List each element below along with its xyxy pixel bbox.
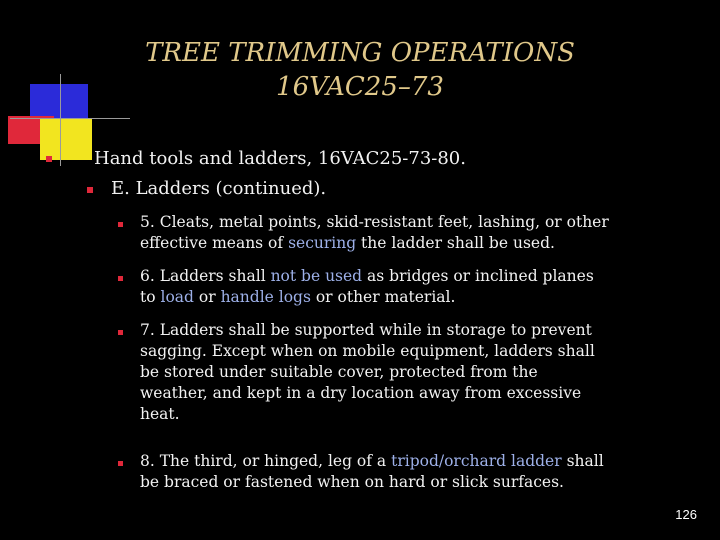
item-6-line-1 xyxy=(140,266,594,287)
bullet-icon xyxy=(46,156,52,162)
title-line-2: 16VAC25–73 xyxy=(276,72,444,102)
item-7 xyxy=(140,320,595,425)
item-5 xyxy=(140,212,609,254)
text-span: the ladder shall be used. xyxy=(356,234,555,252)
item-6-line-2 xyxy=(140,287,594,308)
item-7-line-3: be stored under suitable cover, protected from the xyxy=(140,363,538,381)
item-7-line-2: sagging. Except when on mobile equipment, ladders shall xyxy=(140,342,595,360)
sub-bullet-text: E. Ladders (continued). xyxy=(111,178,327,199)
decorative-vertical-line xyxy=(60,74,61,166)
bullet-icon xyxy=(87,187,93,193)
bullet-icon xyxy=(118,461,123,466)
text-span: 6. Ladders shall xyxy=(140,267,271,285)
item-5-line-2 xyxy=(140,233,609,254)
text-span: to xyxy=(140,288,161,306)
text-span: or xyxy=(193,288,221,306)
text-span: 8. The third, or hinged, leg of a xyxy=(140,452,392,470)
item-6 xyxy=(140,266,594,308)
decorative-horizontal-line xyxy=(10,118,130,119)
bullet-icon xyxy=(118,222,123,227)
highlight-text: handle logs xyxy=(220,288,311,306)
highlight-text: load xyxy=(160,288,194,306)
bullet-icon xyxy=(118,330,123,335)
text-span: effective means of xyxy=(140,234,289,252)
item-7-line-5: heat. xyxy=(140,405,180,423)
highlight-text: securing xyxy=(288,234,357,252)
item-8-line-1 xyxy=(140,451,604,472)
bullet-icon xyxy=(118,276,123,281)
highlight-text: not be used xyxy=(270,267,363,285)
highlight-text: tripod/orchard ladder xyxy=(391,452,562,470)
page-number: 126 xyxy=(675,507,697,522)
text-span: shall xyxy=(561,452,604,470)
item-5-line-1: 5. Cleats, metal points, skid-resistant feet, lashing, or other xyxy=(140,213,609,231)
item-7-line-4: weather, and kept in a dry location away from excessive xyxy=(140,384,582,402)
item-7-line-1: 7. Ladders shall be supported while in storage to prevent xyxy=(140,321,592,339)
decorative-yellow-square xyxy=(40,118,92,160)
text-span: or other material. xyxy=(310,288,456,306)
item-8 xyxy=(140,451,604,493)
title-line-1: TREE TRIMMING OPERATIONS xyxy=(145,38,575,68)
text-span: as bridges or inclined planes xyxy=(362,267,594,285)
item-8-line-2: be braced or fastened when on hard or slick surfaces. xyxy=(140,473,564,491)
slide-title xyxy=(100,36,620,104)
main-bullet-text: Hand tools and ladders, 16VAC25-73-80. xyxy=(94,148,466,169)
